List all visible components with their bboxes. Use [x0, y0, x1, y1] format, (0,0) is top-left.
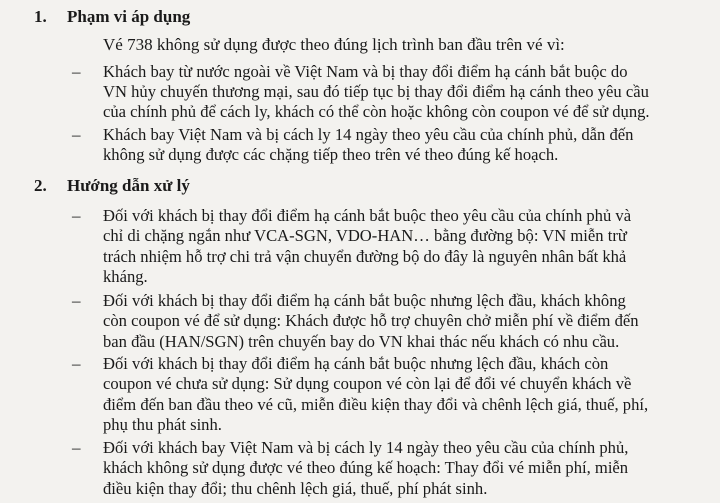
section-title: Phạm vi áp dụng — [67, 7, 191, 26]
bullet-line: Đối với khách bị thay đổi điểm hạ cánh bắt buộc theo yêu cầu của chính phủ và — [103, 206, 632, 225]
bullet-line: phụ thu phát sinh. — [103, 415, 222, 434]
dash-marker: – — [72, 125, 81, 144]
section-number: 2. — [34, 176, 47, 195]
bullet-line: Khách bay Việt Nam và bị cách ly 14 ngày theo yêu cầu của chính phủ, dẫn đến — [103, 125, 634, 144]
bullet-line: chỉ di chặng ngắn như VCA-SGN, VDO-HAN… bằng đường bộ: VN miễn trừ — [103, 226, 627, 245]
bullet-line: còn coupon vé để sử dụng: Khách được hỗ trợ chuyên chở miễn phí về điểm đến — [103, 311, 639, 330]
section-title: Hướng dẫn xử lý — [67, 176, 190, 195]
dash-marker: – — [72, 354, 81, 373]
dash-marker: – — [72, 62, 81, 81]
bullet-line: Khách bay từ nước ngoài về Việt Nam và bị thay đổi điểm hạ cánh bắt buộc do — [103, 62, 628, 81]
bullet-line: ban đầu (HAN/SGN) trên chuyến bay do VN khai thác nếu khách có nhu cầu. — [103, 332, 620, 351]
dash-marker: – — [72, 206, 81, 225]
bullet-line: Đối với khách bị thay đổi điểm hạ cánh bắt buộc nhưng lệch đầu, khách không — [103, 291, 626, 310]
bullet-line: VN hủy chuyến thương mại, sau đó tiếp tục bị thay đổi điểm hạ cánh theo yêu cầu — [103, 82, 649, 101]
dash-marker: – — [72, 438, 81, 457]
bullet-line: trách nhiệm hỗ trợ chi trả vận chuyển đường bộ do đây là nguyên nhân bất khả — [103, 247, 627, 266]
dash-marker: – — [72, 291, 81, 310]
bullet-line: của chính phủ để cách ly, khách có thể còn hoặc không còn coupon vé để sử dụng. — [103, 102, 650, 121]
bullet-line: coupon vé chưa sử dụng: Sử dụng coupon vé còn lại để đổi vé chuyển khách về — [103, 374, 632, 393]
section-1-intro: Vé 738 không sử dụng được theo đúng lịch trình ban đầu trên vé vì: — [103, 35, 565, 54]
bullet-line: điều kiện thay đổi; thu chênh lệch giá, thuế, phí phát sinh. — [103, 479, 488, 498]
bullet-line: kháng. — [103, 267, 148, 286]
bullet-line: khách không sử dụng được vé theo đúng kế hoạch: Thay đổi vé miễn phí, miễn — [103, 458, 629, 477]
bullet-line: điểm đến ban đầu theo vé cũ, miễn điều kiện thay đổi và chênh lệch giá, thuế, phí, — [103, 395, 649, 414]
bullet-line: Đối với khách bay Việt Nam và bị cách ly 14 ngày theo yêu cầu của chính phủ, — [103, 438, 629, 457]
section-number: 1. — [34, 7, 47, 26]
bullet-line: Đối với khách bị thay đổi điểm hạ cánh bắt buộc nhưng lệch đầu, khách còn — [103, 354, 609, 373]
bullet-line: không sử dụng được các chặng tiếp theo trên vé theo đúng kế hoạch. — [103, 145, 559, 164]
